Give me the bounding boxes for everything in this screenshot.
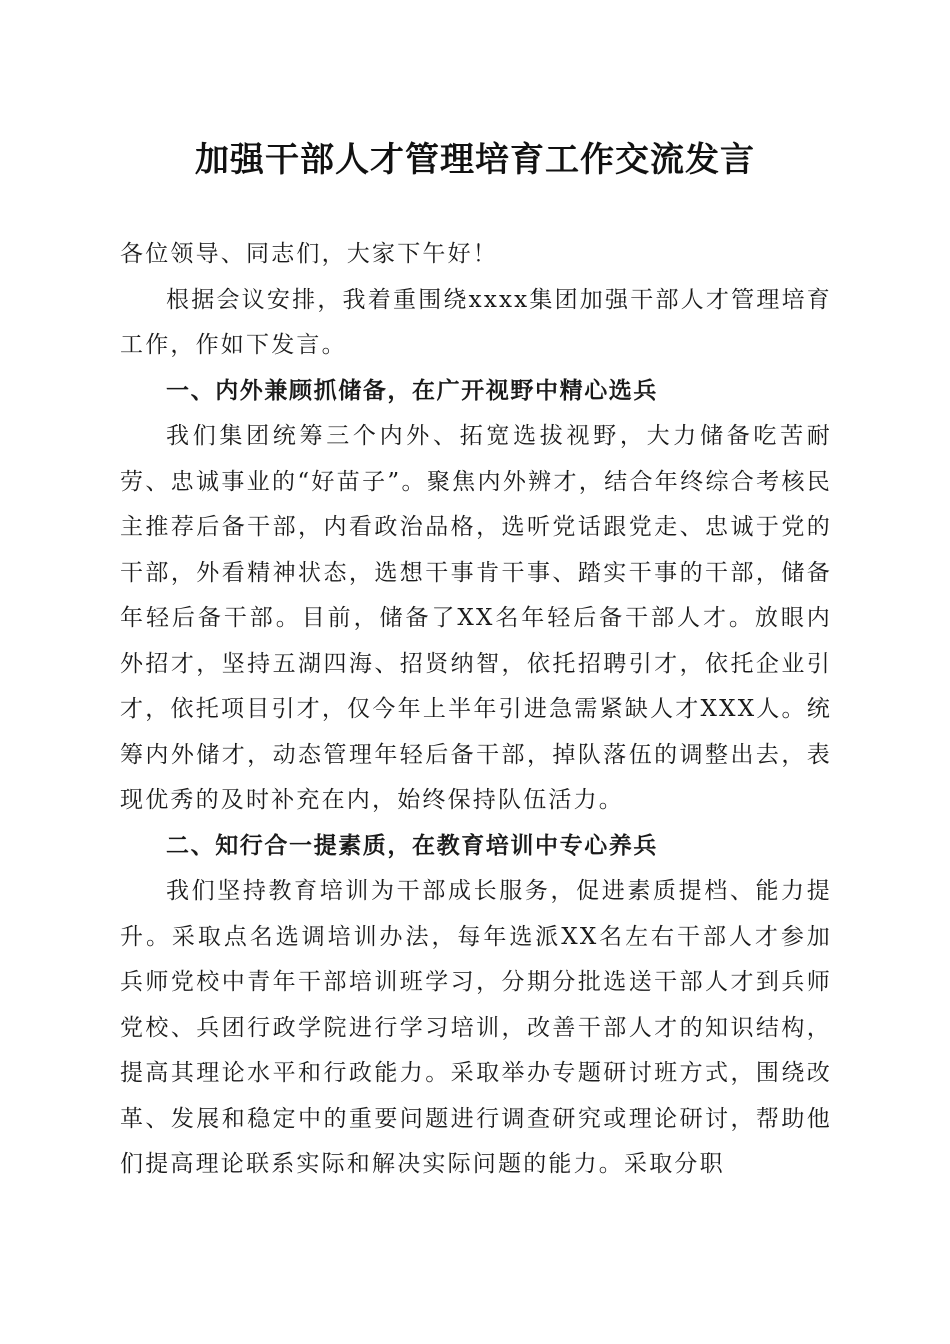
document-body <box>120 232 832 1188</box>
intro-paragraph: 根据会议安排，我着重围绕xxxx集团加强干部人才管理培育工作，作如下发言。 <box>120 286 832 358</box>
section-2-heading: 二、知行合一提素质，在教育培训中专心养兵 <box>166 832 658 859</box>
document-title: 加强干部人才管理培育工作交流发言 <box>195 140 755 180</box>
section-1-paragraph: 我们集团统筹三个内外、拓宽选拔视野，大力储备吃苦耐劳、忠诚事业的“好苗子”。聚焦内外辨才，结合年终综合考核民主推荐后备干部，内看政治品格，选听党话跟党走、忠诚于党的干部，外看精神状态，选想干事肯干事、踏实干事的干部，储备年轻后备干部。目前，储备了XX名年轻后备干部人才。放眼内外招才，坚持五湖四海、招贤纳智，依托招聘引才，依托企业引才，依托项目引才，仅今年上半年引进急需紧缺人才XXX人。统筹内外储才，动态管理年轻后备干部，掉队落伍的调整出去，表现优秀的及时补充在内，始终保持队伍活力。 <box>120 423 832 813</box>
greeting-paragraph: 各位领导、同志们，大家下午好！ <box>120 241 498 267</box>
section-2-paragraph: 我们坚持教育培训为干部成长服务，促进素质提档、能力提升。采取点名选调培训办法，每年选派XX名左右干部人才参加兵师党校中青年干部培训班学习，分期分批选送干部人才到兵师党校、兵团行政学院进行学习培训，改善干部人才的知识结构，提高其理论水平和行政能力。采取举办专题研讨班方式，围绕改革、发展和稳定中的重要问题进行调查研究或理论研讨，帮助他们提高理论联系实际和解决实际问题的能力。采取分职 <box>120 878 832 1177</box>
section-1-heading: 一、内外兼顾抓储备，在广开视野中精心选兵 <box>166 377 658 404</box>
